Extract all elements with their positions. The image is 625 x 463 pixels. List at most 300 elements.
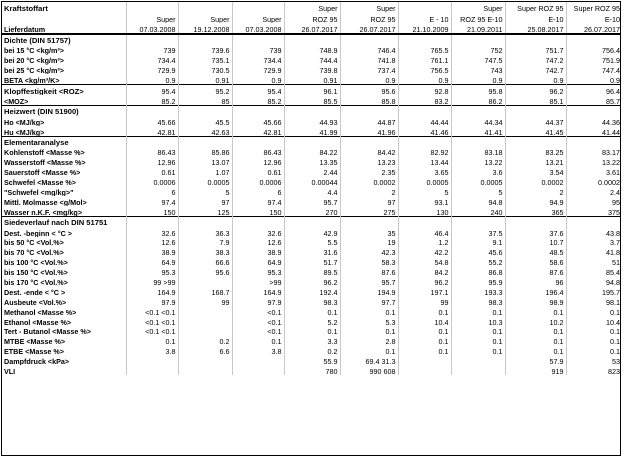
section-value[interactable] — [451, 136, 505, 146]
column-header[interactable]: E-10 — [566, 13, 621, 24]
data-cell[interactable]: 742.7 — [505, 65, 566, 75]
data-cell[interactable]: 735.1 — [178, 55, 232, 65]
section-value[interactable] — [505, 216, 566, 226]
data-cell[interactable]: 747.5 — [451, 55, 505, 65]
data-cell[interactable]: 823 — [566, 365, 621, 375]
data-cell[interactable]: 0.1 — [340, 346, 398, 356]
section-value[interactable]: 96.4 — [566, 85, 621, 95]
column-header-top[interactable]: Super ROZ 95 — [505, 2, 566, 13]
section-value[interactable] — [284, 136, 340, 146]
column-header[interactable]: Super — [232, 13, 284, 24]
section-value[interactable] — [398, 136, 451, 146]
row-label[interactable]: Dest. -ende < °C > — [4, 287, 66, 297]
data-cell[interactable]: 197.1 — [398, 286, 451, 296]
data-cell[interactable]: 44.44 — [398, 116, 451, 126]
data-cell[interactable]: 44.87 — [340, 116, 398, 126]
section-value[interactable]: 96.2 — [505, 85, 566, 95]
section-value[interactable] — [451, 34, 505, 45]
data-cell[interactable] — [178, 306, 232, 316]
data-cell[interactable]: 0.1 — [451, 326, 505, 336]
section-value[interactable] — [505, 34, 566, 45]
column-header[interactable]: E-10 — [505, 13, 566, 24]
row-label[interactable]: bis 70 °C <Vol.%> — [4, 248, 64, 257]
data-cell[interactable]: 752 — [451, 45, 505, 55]
data-cell[interactable]: 86.2 — [451, 95, 505, 105]
data-cell[interactable]: 6 — [126, 186, 178, 196]
data-cell[interactable]: 0.1 — [232, 336, 284, 346]
data-cell[interactable]: 46.4 — [398, 227, 451, 237]
data-cell[interactable]: 741.8 — [340, 55, 398, 65]
data-cell[interactable]: 83.17 — [566, 147, 621, 157]
data-cell[interactable]: 0.1 — [505, 326, 566, 336]
data-cell[interactable]: 41.44 — [566, 126, 621, 136]
delivery-date[interactable]: 26.07.2017 — [284, 23, 340, 34]
data-cell[interactable]: 751.7 — [505, 45, 566, 55]
data-cell[interactable]: 38.3 — [178, 247, 232, 257]
data-cell[interactable]: 0.0002 — [566, 176, 621, 186]
row-label[interactable]: Dest. -beginn < °C > — [4, 228, 72, 237]
data-cell[interactable]: 86.43 — [126, 147, 178, 157]
data-cell[interactable]: 38.9 — [232, 247, 284, 257]
data-cell[interactable]: 45.6 — [451, 247, 505, 257]
data-cell[interactable]: 38.9 — [126, 247, 178, 257]
section-value[interactable]: 96.1 — [284, 85, 340, 95]
data-cell[interactable]: 0.0002 — [340, 176, 398, 186]
row-label[interactable]: Wasserstoff <Masse %> — [4, 158, 86, 167]
data-cell[interactable]: 41.99 — [284, 126, 340, 136]
data-cell[interactable]: 192.4 — [284, 286, 340, 296]
data-cell[interactable]: 747.2 — [505, 55, 566, 65]
data-cell[interactable]: 95.7 — [340, 276, 398, 286]
section-value[interactable] — [284, 106, 340, 116]
data-cell[interactable]: 729.9 — [126, 65, 178, 75]
row-label[interactable]: bis 100 °C <Vol.%> — [4, 258, 68, 267]
data-cell[interactable]: 19 — [340, 237, 398, 247]
delivery-date[interactable]: 26.07.2017 — [566, 23, 621, 34]
data-cell[interactable] — [178, 365, 232, 375]
data-cell[interactable]: 10.4 — [566, 316, 621, 326]
data-cell[interactable]: 0.9 — [126, 74, 178, 84]
section-value[interactable] — [505, 106, 566, 116]
data-cell[interactable]: 0.1 — [505, 346, 566, 356]
data-cell[interactable]: 85 — [178, 95, 232, 105]
data-cell[interactable]: 765.5 — [398, 45, 451, 55]
data-cell[interactable]: 97 — [340, 196, 398, 206]
row-label[interactable]: bis 150 °C <Vol.%> — [4, 268, 68, 277]
data-cell[interactable]: 751.9 — [566, 55, 621, 65]
data-cell[interactable]: 3.3 — [284, 336, 340, 346]
data-cell[interactable]: 83.25 — [505, 147, 566, 157]
data-cell[interactable]: 0.9 — [340, 74, 398, 84]
delivery-date[interactable]: 07.03.2008 — [232, 23, 284, 34]
data-cell[interactable]: 0.1 — [566, 326, 621, 336]
data-cell[interactable]: 89.5 — [284, 266, 340, 276]
data-cell[interactable]: 0.1 — [284, 326, 340, 336]
data-cell[interactable] — [232, 365, 284, 375]
column-header[interactable]: Super — [178, 13, 232, 24]
row-label[interactable]: Methanol <Masse %> — [4, 307, 77, 316]
data-cell[interactable]: 42.81 — [232, 126, 284, 136]
data-cell[interactable]: 0.1 — [284, 306, 340, 316]
data-cell[interactable]: 95.6 — [178, 266, 232, 276]
data-cell[interactable]: 95.3 — [126, 266, 178, 276]
data-cell[interactable]: 94.9 — [505, 196, 566, 206]
data-cell[interactable]: 743 — [451, 65, 505, 75]
data-cell[interactable]: 0.0002 — [505, 176, 566, 186]
section-value[interactable] — [126, 136, 178, 146]
data-cell[interactable]: 51 — [566, 256, 621, 266]
column-header-top[interactable]: Super ROZ 95 — [566, 2, 621, 13]
data-cell[interactable]: 83.2 — [398, 95, 451, 105]
row-label[interactable]: bis 170 °C <Vol.%> — [4, 277, 68, 287]
section-value[interactable] — [284, 34, 340, 45]
data-cell[interactable]: 86.43 — [232, 147, 284, 157]
data-cell[interactable]: 87.6 — [340, 266, 398, 276]
data-cell[interactable]: 41.41 — [451, 126, 505, 136]
data-cell[interactable] — [178, 355, 232, 365]
section-value[interactable] — [178, 106, 232, 116]
data-cell[interactable] — [178, 276, 232, 286]
delivery-date[interactable]: 19.12.2008 — [178, 23, 232, 34]
data-cell[interactable]: 756.4 — [566, 45, 621, 55]
data-cell[interactable]: 780 — [284, 365, 340, 375]
data-cell[interactable]: 3.8 — [232, 346, 284, 356]
column-header-top[interactable]: Super — [340, 2, 398, 13]
data-cell[interactable]: 196.4 — [505, 286, 566, 296]
data-cell[interactable]: 0.00044 — [284, 176, 340, 186]
data-cell[interactable]: 85.4 — [566, 266, 621, 276]
row-label[interactable]: bei 15 °C <kg/m³> — [4, 46, 64, 55]
data-cell[interactable]: 734.4 — [232, 55, 284, 65]
section-title[interactable]: Elementaranalyse — [2, 136, 126, 146]
data-cell[interactable]: 64.9 — [232, 256, 284, 266]
section-value[interactable] — [566, 216, 621, 226]
data-cell[interactable]: 0.1 — [126, 336, 178, 346]
row-label[interactable]: Ho <MJ/kg> — [4, 117, 45, 126]
data-cell[interactable]: 98.3 — [284, 296, 340, 306]
section-value[interactable] — [398, 216, 451, 226]
data-cell[interactable]: 85.5 — [284, 95, 340, 105]
data-cell[interactable]: 164.9 — [126, 286, 178, 296]
data-cell[interactable]: 193.3 — [451, 286, 505, 296]
data-cell[interactable]: 275 — [340, 206, 398, 216]
delivery-date[interactable]: 26.07.2017 — [340, 23, 398, 34]
data-cell[interactable]: 42.3 — [340, 247, 398, 257]
data-cell[interactable]: 97.4 — [126, 196, 178, 206]
data-cell[interactable] — [398, 355, 451, 365]
row-label[interactable]: bei 25 °C <kg/m³> — [4, 66, 64, 75]
data-cell[interactable]: 98.1 — [566, 296, 621, 306]
data-cell[interactable]: 4.4 — [284, 186, 340, 196]
row-label[interactable]: Dampfdruck <kPa> — [4, 357, 70, 366]
column-header-top[interactable] — [178, 2, 232, 13]
column-header-top[interactable] — [398, 2, 451, 13]
data-cell[interactable]: 746.4 — [340, 45, 398, 55]
data-cell[interactable]: 84.2 — [398, 266, 451, 276]
data-cell[interactable]: 0.61 — [126, 166, 178, 176]
data-cell[interactable]: 5.5 — [284, 237, 340, 247]
section-value[interactable] — [566, 136, 621, 146]
data-cell[interactable]: 35 — [340, 227, 398, 237]
row-label[interactable]: ETBE <Masse %> — [4, 347, 64, 356]
row-label[interactable]: Sauerstoff <Masse %> — [4, 168, 81, 177]
data-cell[interactable]: 96.2 — [398, 276, 451, 286]
data-cell[interactable]: 44.34 — [451, 116, 505, 126]
data-cell[interactable]: 2.44 — [284, 166, 340, 176]
data-cell[interactable]: 93.1 — [398, 196, 451, 206]
data-cell[interactable]: 45.66 — [232, 116, 284, 126]
section-value[interactable] — [284, 216, 340, 226]
data-cell[interactable]: 42.2 — [398, 247, 451, 257]
section-value[interactable] — [566, 106, 621, 116]
section-value[interactable] — [178, 136, 232, 146]
row-label[interactable]: bis 50 °C <Vol.%> — [4, 238, 64, 247]
data-cell[interactable]: 13.44 — [398, 157, 451, 167]
data-cell[interactable] — [126, 355, 178, 365]
data-cell[interactable]: 98.9 — [505, 296, 566, 306]
data-cell[interactable]: 44.37 — [505, 116, 566, 126]
data-cell[interactable]: 0.1 — [398, 326, 451, 336]
data-cell[interactable]: 85.2 — [232, 95, 284, 105]
data-cell[interactable] — [451, 365, 505, 375]
data-cell[interactable]: 55.9 — [284, 355, 340, 365]
data-cell[interactable]: 36.3 — [178, 227, 232, 237]
data-cell[interactable]: 13.35 — [284, 157, 340, 167]
row-label[interactable]: Mittl. Molmasse <g/Mol> — [4, 197, 87, 207]
data-cell[interactable]: 95.3 — [232, 266, 284, 276]
delivery-date[interactable]: 07.03.2008 — [126, 23, 178, 34]
section-title[interactable]: Klopffestigkeit <ROZ> — [2, 85, 126, 95]
data-cell[interactable]: 164.9 — [232, 286, 284, 296]
data-cell[interactable]: 3.61 — [566, 166, 621, 176]
data-cell[interactable]: 94.8 — [451, 196, 505, 206]
data-cell[interactable]: 53 — [566, 355, 621, 365]
data-cell[interactable]: 96.2 — [284, 276, 340, 286]
section-value[interactable] — [178, 34, 232, 45]
data-cell[interactable]: 41.46 — [398, 126, 451, 136]
column-header-top[interactable] — [232, 2, 284, 13]
column-header-top[interactable]: Super — [451, 2, 505, 13]
data-cell[interactable]: 150 — [126, 206, 178, 216]
data-cell[interactable]: 85.86 — [178, 147, 232, 157]
data-cell[interactable]: 85.2 — [126, 95, 178, 105]
data-cell[interactable] — [232, 355, 284, 365]
data-cell[interactable]: 739.8 — [284, 65, 340, 75]
data-cell[interactable]: <0.1 — [232, 326, 284, 336]
data-cell[interactable]: 13.23 — [340, 157, 398, 167]
header-spacer[interactable] — [2, 13, 126, 24]
data-cell[interactable]: <0.1 — [232, 316, 284, 326]
data-cell[interactable]: 0.1 — [340, 306, 398, 316]
data-cell[interactable]: 85.7 — [566, 95, 621, 105]
data-cell[interactable]: 0.2 — [284, 346, 340, 356]
data-cell[interactable]: 41.45 — [505, 126, 566, 136]
data-cell[interactable]: 31.6 — [284, 247, 340, 257]
section-value[interactable] — [340, 34, 398, 45]
section-value[interactable] — [126, 216, 178, 226]
data-cell[interactable]: 44.36 — [566, 116, 621, 126]
column-header[interactable]: ROZ 95 E-10 — [451, 13, 505, 24]
row-label[interactable]: "Schwefel <mg/kg>" — [4, 187, 74, 197]
data-cell[interactable]: 97.7 — [340, 296, 398, 306]
section-title[interactable]: Heizwert (DIN 51900) — [2, 106, 126, 116]
data-cell[interactable]: 55.2 — [451, 256, 505, 266]
section-value[interactable] — [566, 34, 621, 45]
section-value[interactable] — [340, 136, 398, 146]
data-cell[interactable]: 0.1 — [566, 346, 621, 356]
section-value[interactable] — [398, 34, 451, 45]
data-cell[interactable]: 86.8 — [451, 266, 505, 276]
data-cell[interactable]: 375 — [566, 206, 621, 216]
data-cell[interactable]: 734.4 — [126, 55, 178, 65]
row-label[interactable]: Schwefel <Masse %> — [4, 178, 76, 187]
data-cell[interactable]: 0.0006 — [232, 176, 284, 186]
data-cell[interactable]: 756.5 — [398, 65, 451, 75]
data-cell[interactable]: 919 — [505, 365, 566, 375]
delivery-date[interactable]: 21.10.2009 — [398, 23, 451, 34]
data-cell[interactable]: 37.5 — [451, 227, 505, 237]
data-cell[interactable]: 990 608 — [340, 365, 398, 375]
data-cell[interactable]: 84.22 — [284, 147, 340, 157]
data-cell[interactable]: 0.9 — [505, 74, 566, 84]
section-value[interactable] — [451, 216, 505, 226]
data-cell[interactable]: 3.8 — [126, 346, 178, 356]
data-cell[interactable]: 5 — [178, 186, 232, 196]
data-cell[interactable]: 9.1 — [451, 237, 505, 247]
data-cell[interactable]: 240 — [451, 206, 505, 216]
data-cell[interactable]: 747.4 — [566, 65, 621, 75]
section-title[interactable]: Siedeverlauf nach DIN 51751 — [2, 216, 126, 226]
data-cell[interactable]: 270 — [284, 206, 340, 216]
data-cell[interactable]: 0.1 — [505, 336, 566, 346]
data-cell[interactable]: 150 — [232, 206, 284, 216]
data-cell[interactable]: 13.22 — [566, 157, 621, 167]
data-cell[interactable]: 0.1 — [566, 336, 621, 346]
delivery-date[interactable]: 21.09.2011 — [451, 23, 505, 34]
data-cell[interactable]: 5.2 — [284, 316, 340, 326]
data-cell[interactable]: 87.6 — [505, 266, 566, 276]
data-cell[interactable]: <0.1 <0.1 — [126, 316, 178, 326]
data-cell[interactable]: 0.1 — [340, 326, 398, 336]
data-cell[interactable]: 82.92 — [398, 147, 451, 157]
data-cell[interactable]: 10.2 — [505, 316, 566, 326]
data-cell[interactable]: 1.2 — [398, 237, 451, 247]
data-cell[interactable]: 729.9 — [232, 65, 284, 75]
data-cell[interactable] — [398, 365, 451, 375]
data-cell[interactable]: 0.1 — [566, 306, 621, 316]
column-header[interactable]: ROZ 95 — [340, 13, 398, 24]
section-value[interactable]: 95.4 — [126, 85, 178, 95]
data-cell[interactable]: 97.9 — [232, 296, 284, 306]
section-value[interactable] — [505, 136, 566, 146]
data-cell[interactable]: 43.8 — [566, 227, 621, 237]
data-cell[interactable]: 0.91 — [284, 74, 340, 84]
section-value[interactable] — [126, 106, 178, 116]
data-cell[interactable]: 83.18 — [451, 147, 505, 157]
section-value[interactable] — [126, 34, 178, 45]
column-header-top[interactable]: Super — [284, 2, 340, 13]
data-cell[interactable] — [178, 326, 232, 336]
data-cell[interactable]: <0.1 — [232, 306, 284, 316]
section-value[interactable] — [178, 216, 232, 226]
data-cell[interactable]: 0.1 — [398, 346, 451, 356]
section-value[interactable]: 95.2 — [178, 85, 232, 95]
data-cell[interactable]: 51.7 — [284, 256, 340, 266]
data-cell[interactable]: <0.1 <0.1 — [126, 326, 178, 336]
section-value[interactable]: 95.6 — [340, 85, 398, 95]
data-cell[interactable]: 739 — [126, 45, 178, 55]
data-cell[interactable]: 95 — [566, 196, 621, 206]
data-cell[interactable]: 69.4 31.3 — [340, 355, 398, 365]
section-value[interactable] — [232, 34, 284, 45]
data-cell[interactable]: 3.54 — [505, 166, 566, 176]
data-cell[interactable]: 5.3 — [340, 316, 398, 326]
column-header[interactable]: Super — [126, 13, 178, 24]
data-cell[interactable]: 0.1 — [398, 336, 451, 346]
data-cell[interactable]: 6 — [232, 186, 284, 196]
section-value[interactable]: 92.8 — [398, 85, 451, 95]
data-cell[interactable]: 99 — [398, 296, 451, 306]
delivery-date[interactable]: 25.08.2017 — [505, 23, 566, 34]
data-cell[interactable]: 37.6 — [505, 227, 566, 237]
section-title[interactable]: Dichte (DIN 51757) — [2, 34, 126, 45]
data-cell[interactable]: 58.3 — [340, 256, 398, 266]
data-cell[interactable]: 41.96 — [340, 126, 398, 136]
data-cell[interactable]: 85.1 — [505, 95, 566, 105]
data-cell[interactable]: 45.66 — [126, 116, 178, 126]
data-cell[interactable]: 0.0006 — [126, 176, 178, 186]
data-cell[interactable] — [126, 365, 178, 375]
data-cell[interactable]: 0.9 — [451, 74, 505, 84]
section-value[interactable] — [398, 106, 451, 116]
data-cell[interactable]: 739 — [232, 45, 284, 55]
data-cell[interactable]: 194.9 — [340, 286, 398, 296]
data-cell[interactable]: 739.6 — [178, 45, 232, 55]
data-cell[interactable]: 32.6 — [232, 227, 284, 237]
data-cell[interactable]: 42.9 — [284, 227, 340, 237]
data-cell[interactable]: 99 — [178, 296, 232, 306]
data-cell[interactable]: 168.7 — [178, 286, 232, 296]
data-cell[interactable]: <0.1 <0.1 — [126, 306, 178, 316]
row-label[interactable]: Hu <MJ/kg> — [4, 127, 45, 137]
data-cell[interactable]: 48.5 — [505, 247, 566, 257]
section-value[interactable] — [340, 216, 398, 226]
data-cell[interactable]: 0.9 — [398, 74, 451, 84]
data-cell[interactable]: 0.1 — [451, 336, 505, 346]
data-cell[interactable]: 95.9 — [451, 276, 505, 286]
data-cell[interactable]: 10.4 — [398, 316, 451, 326]
table-title[interactable]: Kraftstoffart — [4, 3, 48, 13]
data-cell[interactable]: 5 — [398, 186, 451, 196]
data-cell[interactable]: 0.0005 — [451, 176, 505, 186]
data-cell[interactable]: 3.65 — [398, 166, 451, 176]
data-cell[interactable]: 12.6 — [126, 237, 178, 247]
data-cell[interactable]: 10.3 — [451, 316, 505, 326]
column-header[interactable]: ROZ 95 — [284, 13, 340, 24]
data-cell[interactable]: 94.8 — [566, 276, 621, 286]
data-cell[interactable]: 2.35 — [340, 166, 398, 176]
data-cell[interactable]: 42.81 — [126, 126, 178, 136]
row-label[interactable]: Ethanol <Masse %> — [4, 317, 72, 326]
data-cell[interactable]: 98.3 — [451, 296, 505, 306]
data-cell[interactable]: 12.96 — [126, 157, 178, 167]
data-cell[interactable]: 0.0005 — [398, 176, 451, 186]
row-label[interactable]: Ausbeute <Vol.%> — [4, 297, 67, 306]
data-cell[interactable]: 0.1 — [451, 346, 505, 356]
data-cell[interactable]: 761.1 — [398, 55, 451, 65]
data-cell[interactable]: 730.5 — [178, 65, 232, 75]
row-label[interactable]: MTBE <Masse %> — [4, 337, 66, 346]
